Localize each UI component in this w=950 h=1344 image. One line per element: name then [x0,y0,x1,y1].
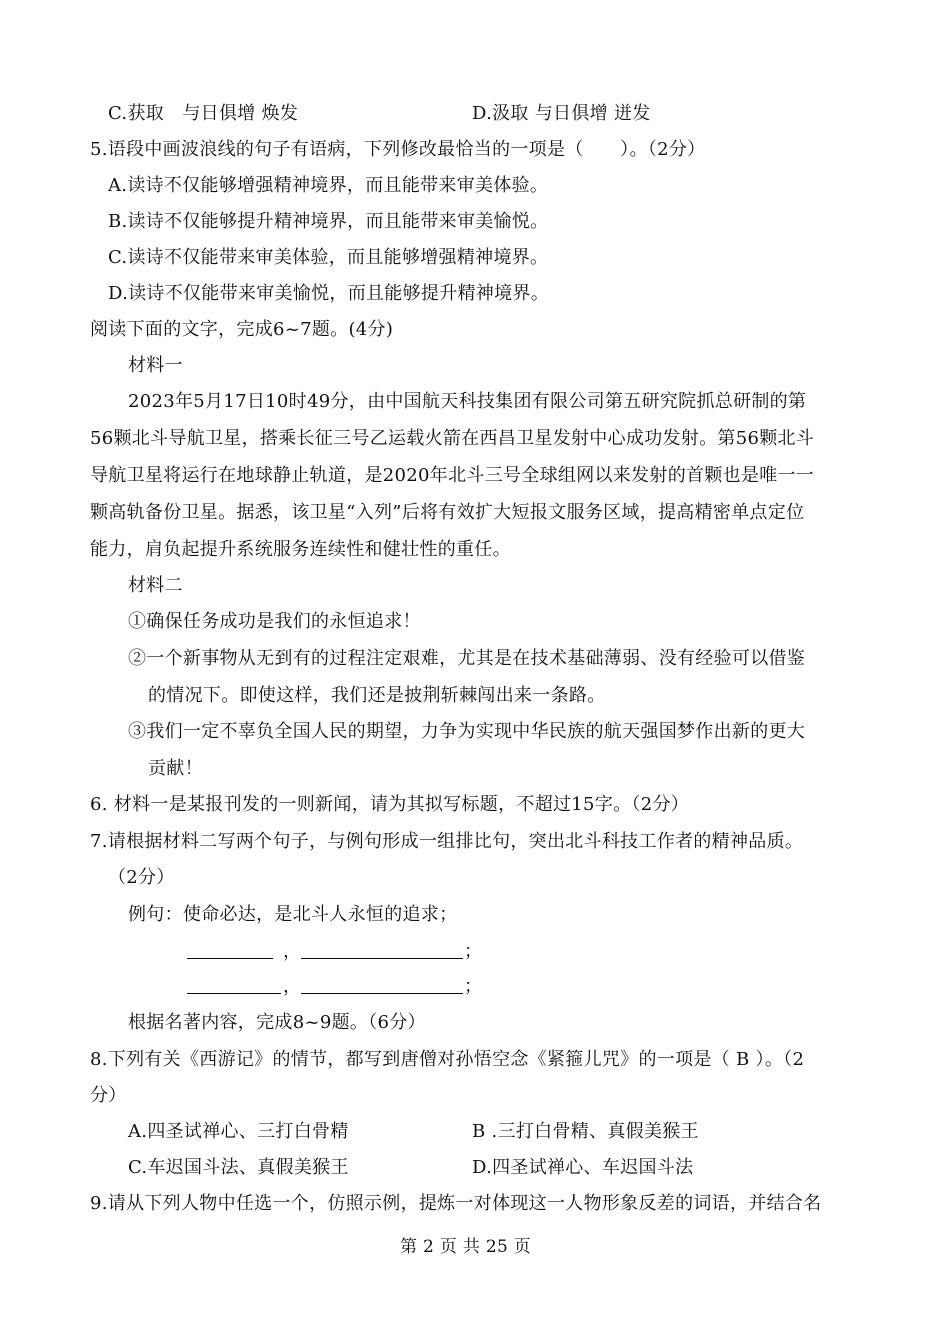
page-number: 第 2 页 共 25 页 [400,1237,532,1257]
q4-option-c: C.获取 与日俱增 焕发 [108,103,299,124]
q5-option-c: C.读诗不仅能带来审美体验，而且能够增强精神境界。 [108,247,549,268]
blank-semicolon: ； [464,941,482,962]
material2-item-2: ②一个新事物从无到有的过程注定艰难，尤其是在技术基础薄弱、没有经验可以借鉴 [128,648,806,669]
q6-stem: 6. 材料一是某报刊发的一则新闻，请为其拟写标题，不超过15字。（2分） [90,794,690,815]
q7-example: 例句：使命必达，是北斗人永恒的追求； [128,904,458,925]
blank-comma: ， [283,941,301,962]
q8-option-d: D.四圣试禅心、车迟国斗法 [472,1157,694,1178]
reading-intro: 阅读下面的文字，完成6~7题。(4分) [90,319,394,340]
q8-option-c: C.车迟国斗法、真假美猴王 [128,1157,349,1178]
blank-semicolon: ； [464,976,482,997]
answer-blank[interactable] [187,993,281,994]
answer-blank[interactable] [301,958,463,959]
q8-stem-cont: 分） [90,1085,127,1106]
q5-option-a: A.读诗不仅能够增强精神境界，而且能带来审美体验。 [108,175,549,196]
material1-title: 材料一 [128,355,183,376]
material2-item-1: ①确保任务成功是我们的永恒追求！ [128,611,421,632]
q8-option-a: A.四圣试禅心、三打白骨精 [128,1121,349,1142]
q7-stem: 7.请根据材料二写两个句子，与例句形成一组排比句，突出北斗科技工作者的精神品质。 [90,831,804,852]
q5-option-b: B.读诗不仅能够提升精神境界，而且能带来审美愉悦。 [108,211,549,232]
material1-line: 2023年5月17日10时49分，由中国航天科技集团有限公司第五研究院抓总研制的第 [128,391,807,412]
q4-options-row [0,102,950,126]
answer-blank[interactable] [301,993,463,994]
q9-stem: 9.请从下列人物中任选一个，仿照示例，提炼一对体现这一人物形象反差的词语，并结合名 [90,1193,822,1214]
material1-line: 导航卫星将运行在地球静止轨道，是2020年北斗三号全球组网以来发射的首颗也是唯一一 [90,465,815,486]
material2-item-2-cont: 的情况下。即使这样，我们还是披荆斩棘闯出来一条路。 [148,685,606,706]
material1-line: 能力，肩负起提升系统服务连续性和健壮性的重任。 [90,539,511,560]
material1-line: 颗高轨备份卫星。据悉，该卫星“入列”后将有效扩大短报文服务区域，提高精密单点定位 [90,502,805,523]
blank-comma: ， [283,976,301,997]
q8-stem: 8.下列有关《西游记》的情节，都写到唐僧对孙悟空念《紧箍儿咒》的一项是（ B ）。（2 [90,1049,805,1070]
q5-stem: 5.语段中画波浪线的句子有语病，下列修改最恰当的一项是（ ）。（2分） [90,139,706,160]
q8-options-row [0,1156,950,1180]
q7-points: （2分） [108,867,175,888]
q4-option-d: D.汲取 与日俱增 迸发 [472,103,651,124]
material2-item-3: ③我们一定不辜负全国人民的期望，力争为实现中华民族的航天强国梦作出新的更大 [128,721,806,742]
q5-option-d: D.读诗不仅能带来审美愉悦，而且能够提升精神境界。 [108,283,550,304]
reading2-intro: 根据名著内容，完成8~9题。（6分） [128,1012,426,1033]
q8-option-b: B .三打白骨精、真假美猴王 [472,1121,699,1142]
material2-title: 材料二 [128,575,183,596]
material1-line: 56颗北斗导航卫星，搭乘长征三号乙运载火箭在西昌卫星发射中心成功发射。第56颗北斗 [90,428,815,449]
answer-blank[interactable] [187,958,273,959]
material2-item-3-cont: 贡献！ [148,758,203,779]
q8-options-row [0,1120,950,1144]
